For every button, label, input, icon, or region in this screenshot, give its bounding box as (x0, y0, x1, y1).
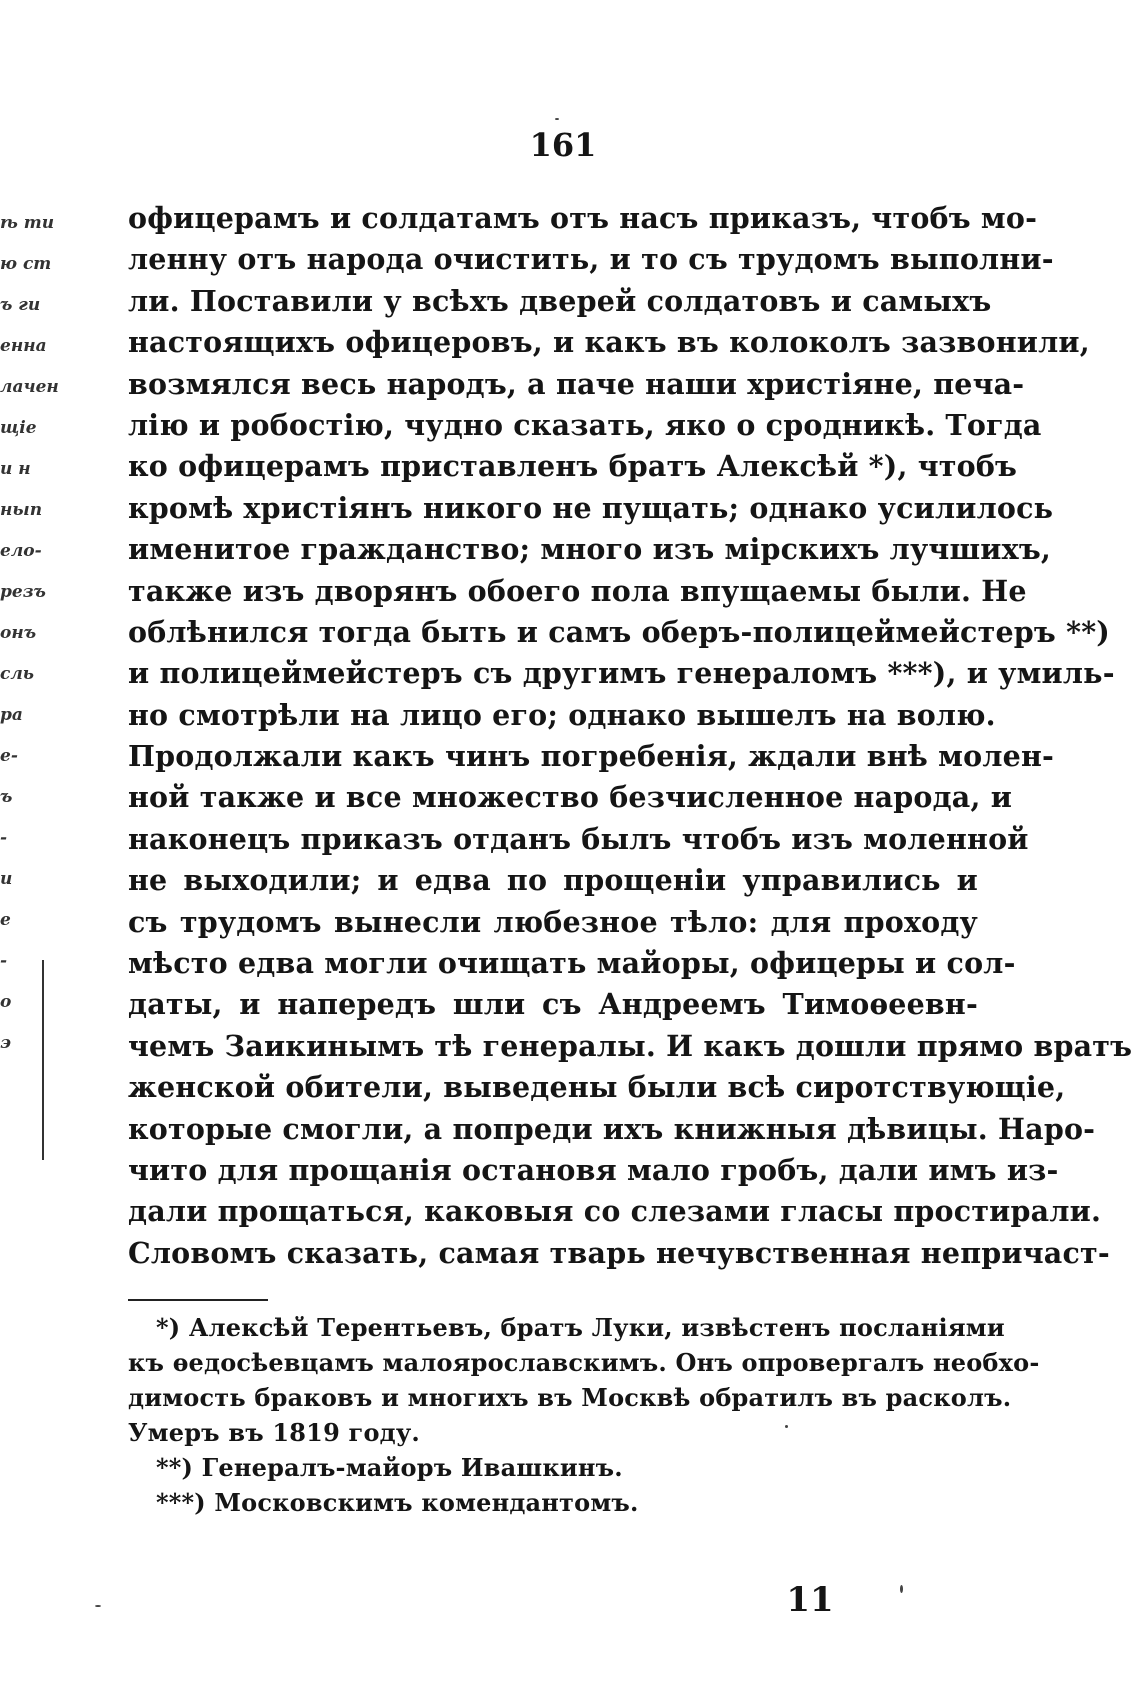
text-line: но смотрѣли на лицо его; однако вышелъ на волю. (128, 697, 996, 732)
footnote-line: къ ѳедосѣевцамъ малоярославскимъ. Онъ опровергалъ необхо- (128, 1348, 1040, 1377)
print-speck (555, 118, 559, 120)
text-line: Продолжали какъ чинъ погребенія, ждали внѣ молен- (128, 739, 1055, 774)
margin-fragment-line: е- (0, 746, 18, 766)
margin-fragment-line: онъ (0, 623, 37, 643)
text-line: и полицеймейстеръ съ другимъ генераломъ ***), и умиль- (128, 656, 1115, 691)
adjacent-page-margin-fragment (0, 203, 60, 1064)
margin-binding-line (42, 960, 44, 1160)
margin-fragment-line: и (0, 869, 13, 889)
page-number: 161 (529, 126, 597, 164)
text-line: Словомъ сказать, самая тварь нечувственная непричаст- (128, 1235, 1110, 1270)
print-speck (95, 1605, 101, 1607)
margin-fragment-line: енна (0, 336, 47, 356)
text-line: ленну отъ народа очистить, и то съ трудомъ выполни- (128, 242, 1054, 277)
margin-fragment-line: э (0, 1033, 11, 1053)
margin-fragment-line: и н (0, 459, 31, 479)
text-line: также изъ дворянъ обоего пола впущаемы были. Не (128, 573, 1027, 608)
text-line: съ трудомъ вынесли любезное тѣло: для проходу (128, 904, 978, 939)
print-speck (900, 1585, 903, 1593)
margin-fragment-line: нып (0, 500, 43, 520)
text-line: облѣнился тогда быть и самъ оберъ-полицеймейстеръ **) (128, 614, 1110, 649)
footnote-separator (128, 1299, 268, 1301)
margin-fragment-line: резъ (0, 582, 46, 602)
margin-fragment-line: е (0, 910, 11, 930)
margin-fragment-line: ѣ ти (0, 213, 55, 233)
footnote-line: ***) Московскимъ комендантомъ. (156, 1488, 639, 1517)
margin-fragment-line: щіе (0, 418, 37, 438)
text-line: мѣсто едва могли очищать майоры, офицеры и сол- (128, 946, 1016, 981)
text-line: именитое гражданство; много изъ мірскихъ лучшихъ, (128, 532, 1052, 567)
text-line: наконецъ приказъ отданъ былъ чтобъ изъ моленной (128, 821, 1029, 856)
text-line: чито для прощанія остановя мало гробъ, дали имъ из- (128, 1152, 1059, 1187)
text-line: лію и робостію, чудно сказать, яко о сродникѣ. Тогда (128, 407, 1042, 442)
margin-fragment-line: сль (0, 664, 35, 684)
margin-fragment-line: о (0, 992, 12, 1012)
text-line: женской обители, выведены были всѣ сиротствующіе, (128, 1070, 1066, 1105)
main-text-block (128, 198, 1133, 1274)
text-line: ной также и все множество безчисленное народа, и (128, 780, 1013, 815)
text-line: офицерамъ и солдатамъ отъ насъ приказъ, чтобъ мо- (128, 201, 1038, 235)
printer-signature-mark: 11 (786, 1580, 834, 1620)
text-line: ли. Поставили у всѣхъ дверей солдатовъ и самыхъ (128, 283, 992, 318)
margin-fragment-line: лачен (0, 377, 59, 397)
margin-fragment-line: ело- (0, 541, 42, 561)
text-line: дали прощаться, каковыя со слезами гласы простирали. (128, 1194, 1102, 1229)
footnote-line: *) Алексѣй Терентьевъ, братъ Луки, извѣстенъ посланіями (156, 1313, 1005, 1342)
text-line: возмялся весь народъ, а паче наши христіяне, печа- (128, 366, 1025, 401)
footnote-line: Умеръ въ 1819 году. (128, 1418, 420, 1447)
text-line: которые смогли, а попреди ихъ книжныя дѣвицы. Наро- (128, 1111, 1096, 1146)
margin-fragment-line: ю ст (0, 254, 52, 274)
footnotes-block (128, 1310, 1040, 1520)
print-speck (785, 1425, 788, 1428)
margin-fragment-line: ра (0, 705, 23, 725)
margin-fragment-line: ъ (0, 787, 13, 807)
margin-fragment-line: - (0, 828, 8, 848)
footnote-line: димость браковъ и многихъ въ Москвѣ обратилъ въ расколъ. (128, 1383, 1012, 1412)
margin-fragment-line: - (0, 951, 8, 971)
text-line: даты, и напередъ шли съ Андреемъ Тимоѳеевн- (128, 987, 978, 1022)
text-line: настоящихъ офицеровъ, и какъ въ колоколъ зазвонили, (128, 325, 1090, 360)
text-line: ко офицерамъ приставленъ братъ Алексѣй *), чтобъ (128, 449, 1018, 484)
text-line: кромѣ христіянъ никого не пущать; однако усилилось (128, 490, 1054, 525)
margin-fragment-line: ъ ги (0, 295, 41, 315)
text-line: чемъ Заикинымъ тѣ генералы. И какъ дошли прямо вратъ (128, 1028, 1133, 1063)
text-line: не выходили; и едва по прощеніи управились и (128, 863, 978, 898)
footnote-line: **) Генералъ-майоръ Ивашкинъ. (156, 1453, 623, 1482)
